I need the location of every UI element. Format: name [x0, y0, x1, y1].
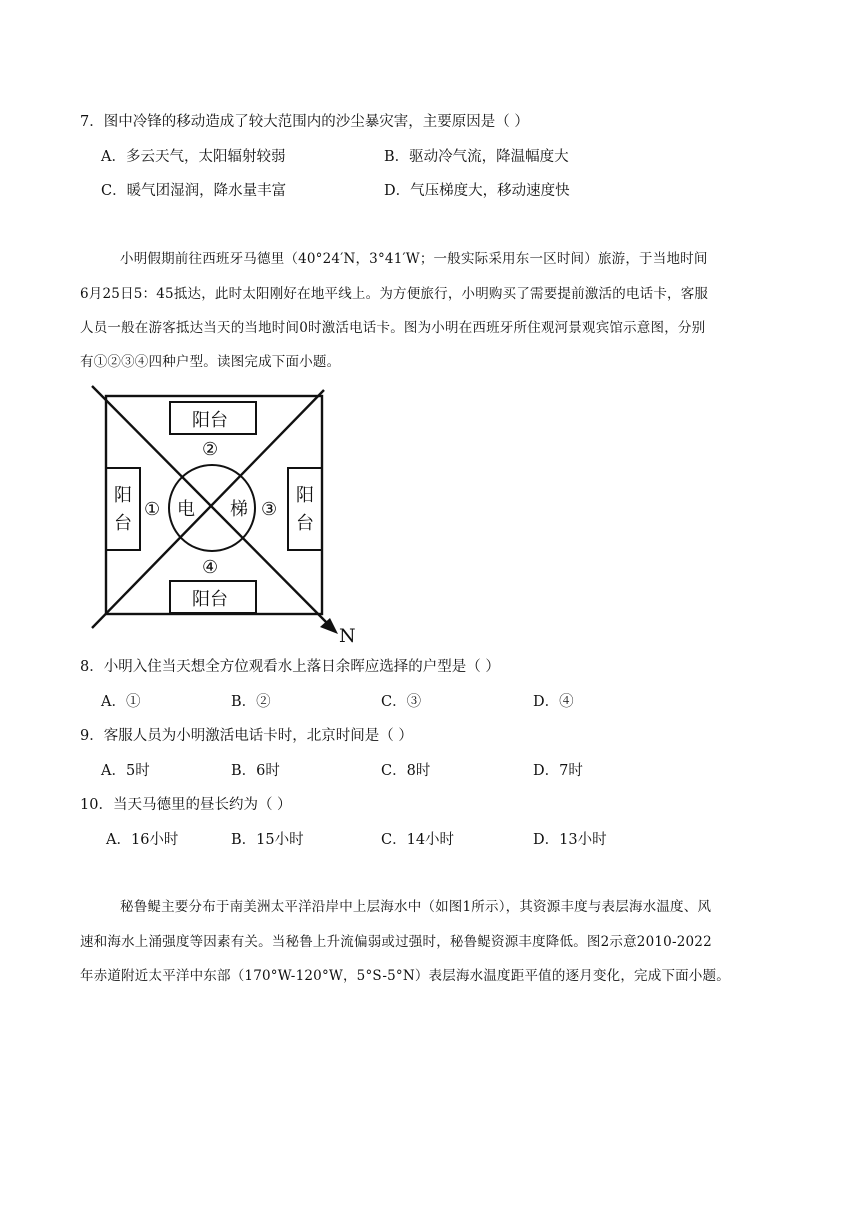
passage-anchovy-line-2: 速和海水上涌强度等因素有关。当秘鲁上升流偏弱或过强时，秘鲁鳀资源丰度降低。图2示意2010-2022 [80, 934, 712, 950]
elevator-label-1: 电 [177, 499, 195, 520]
question-7-option-b[interactable]: B．驱动冷气流，降温幅度大 [384, 149, 569, 165]
room-4-label: ④ [202, 557, 219, 578]
question-10-option-c[interactable]: C．14小时 [381, 832, 455, 848]
question-8-stem: 8．小明入住当天想全方位观看水上落日余晖应选择的户型是（ ） [80, 659, 500, 675]
question-9-option-b[interactable]: B．6时 [231, 763, 280, 779]
balcony-left [106, 468, 140, 550]
balcony-bottom-label: 阳台 [192, 589, 228, 610]
passage-madrid-line-4: 有①②③④四种户型。读图完成下面小题。 [80, 354, 341, 370]
question-9-option-c[interactable]: C．8时 [381, 763, 431, 779]
passage-madrid-line-3: 人员一般在游客抵达当天的当地时间0时激活电话卡。图为小明在西班牙所住观河景观宾馆示意图，分别 [80, 320, 706, 336]
question-10-option-d[interactable]: D．13小时 [533, 832, 607, 848]
elevator-label-2: 梯 [230, 499, 248, 520]
question-10-option-a[interactable]: A．16小时 [106, 832, 179, 848]
passage-madrid-line-1: 小明假期前往西班牙马德里（40°24′N，3°41′W；一般实际采用东一区时间）旅游，于当地时间 [120, 251, 708, 267]
question-9-option-a[interactable]: A．5时 [101, 763, 150, 779]
room-1-label: ① [144, 499, 161, 520]
room-3-label: ③ [261, 499, 278, 520]
passage-anchovy-line-1: 秘鲁鳀主要分布于南美洲太平洋沿岸中上层海水中（如图1所示），其资源丰度与表层海水温度、风 [120, 899, 712, 915]
balcony-left-label-1: 阳 [114, 485, 132, 506]
passage-madrid-line-2: 6月25日5：45抵达，此时太阳刚好在地平线上。为方便旅行，小明购买了需要提前激活的电话卡，客服 [80, 286, 709, 302]
question-7-option-a[interactable]: A．多云天气，太阳辐射较弱 [101, 149, 286, 165]
balcony-right [288, 468, 322, 550]
hotel-floor-plan-diagram [88, 382, 364, 646]
question-8-option-b[interactable]: B．② [231, 694, 271, 710]
question-9-stem: 9．客服人员为小明激活电话卡时，北京时间是（ ） [80, 728, 413, 744]
north-label: N [339, 625, 356, 646]
question-8-option-d[interactable]: D．④ [533, 694, 574, 710]
balcony-top-label: 阳台 [192, 410, 228, 431]
question-7-stem: 7．图中冷锋的移动造成了较大范围内的沙尘暴灾害，主要原因是（ ） [80, 114, 529, 130]
room-2-label: ② [202, 439, 219, 460]
question-7-option-c[interactable]: C．暖气团湿润，降水量丰富 [101, 183, 287, 199]
balcony-right-label-1: 阳 [296, 485, 314, 506]
question-10-option-b[interactable]: B．15小时 [231, 832, 304, 848]
question-7-option-d[interactable]: D．气压梯度大，移动速度快 [384, 183, 570, 199]
question-8-option-c[interactable]: C．③ [381, 694, 422, 710]
question-10-stem: 10．当天马德里的昼长约为（ ） [80, 797, 292, 813]
passage-anchovy-line-3: 年赤道附近太平洋中东部（170°W-120°W，5°S-5°N）表层海水温度距平值的逐月变化，完成下面小题。 [80, 968, 730, 984]
balcony-left-label-2: 台 [114, 513, 132, 534]
question-9-option-d[interactable]: D．7时 [533, 763, 583, 779]
balcony-right-label-2: 台 [296, 513, 314, 534]
question-8-option-a[interactable]: A．① [101, 694, 141, 710]
north-arrow-head [320, 618, 338, 634]
